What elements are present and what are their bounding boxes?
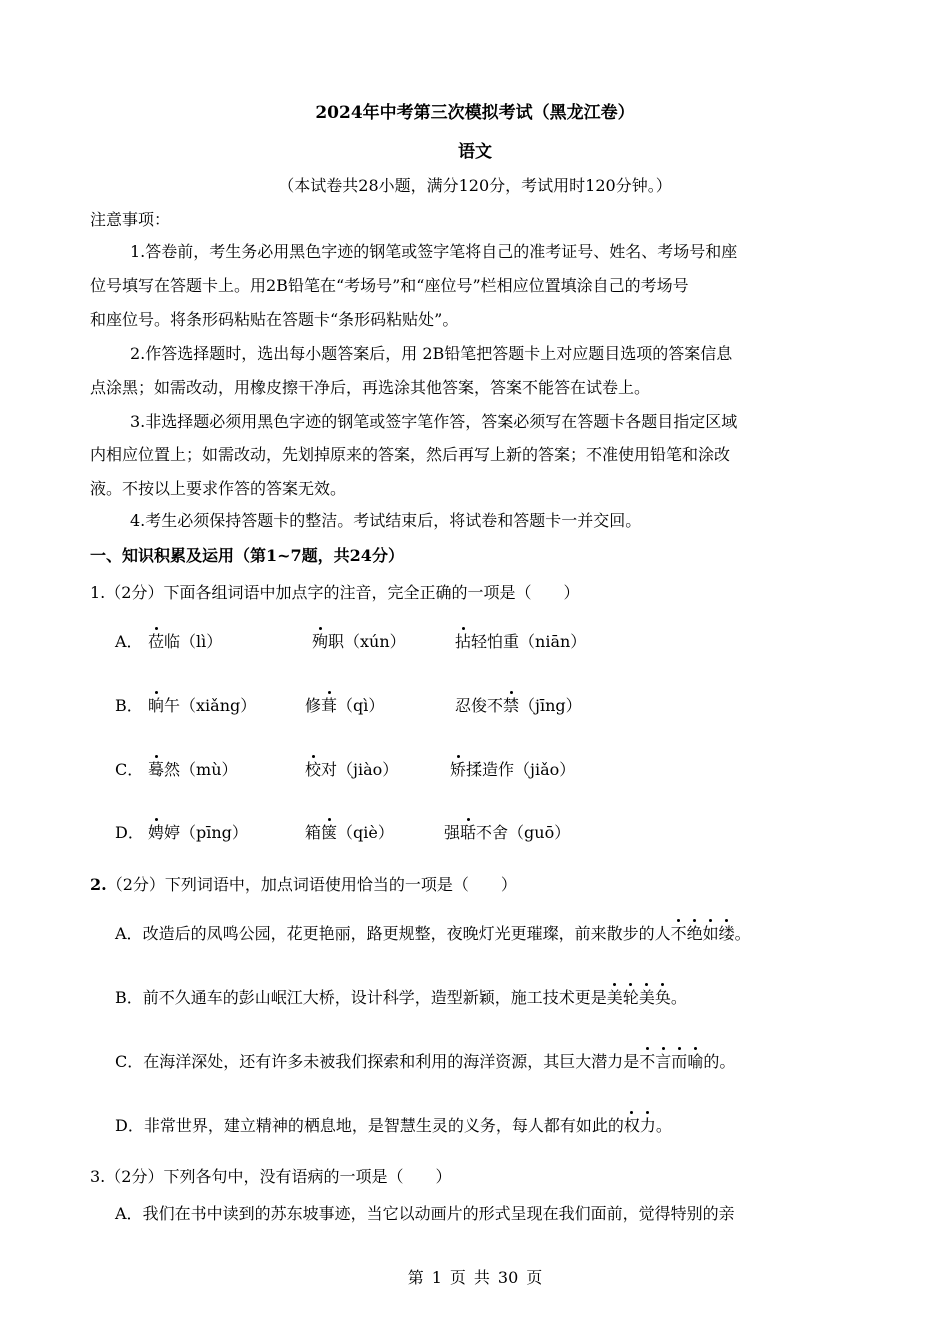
q1-option-a-label: A． xyxy=(115,632,143,651)
q1-option-c-word2: 校对（jiào） xyxy=(305,758,398,782)
question-2-stem: 2.（2分）下列词语中，加点词语使用恰当的一项是（ ） xyxy=(90,875,517,894)
question-1-stem: 1.（2分）下面各组词语中加点字的注音，完全正确的一项是（ ） xyxy=(90,583,580,602)
q1-option-b-word1: 晌午（xiǎng） xyxy=(148,694,256,718)
emphasis-char: 绝 xyxy=(687,922,703,946)
emphasis-char: 喻 xyxy=(687,1050,703,1074)
page-number: 1 xyxy=(431,1268,442,1287)
emphasis-char: 不 xyxy=(639,1050,655,1074)
q2-option-c: C．在海洋深处，还有许多未被我们探索和利用的海洋资源，其巨大潜力是不言而喻的。 xyxy=(115,1050,735,1074)
notice-line: 1.答卷前，考生务必用黑色字迹的钢笔或签字笔将自己的准考证号、姓名、考场号和座 xyxy=(130,242,738,261)
emphasis-char: 蓦 xyxy=(148,758,164,782)
emphasis-char: 而 xyxy=(671,1050,687,1074)
emphasis-char: 晌 xyxy=(148,694,164,718)
notice-line: 内相应位置上；如需改动，先划掉原来的答案，然后再写上新的答案；不准使用铅笔和涂改 xyxy=(90,445,731,464)
q2-option-d: D．非常世界，建立精神的栖息地，是智慧生灵的义务，每人都有如此的权力。 xyxy=(115,1114,672,1138)
emphasis-char: 莅 xyxy=(148,630,164,654)
emphasis-char: 箧 xyxy=(321,821,337,845)
notice-heading: 注意事项： xyxy=(90,210,171,229)
q1-option-d-label: D． xyxy=(115,823,144,842)
q1-option-c-word1: 蓦然（mù） xyxy=(148,758,238,782)
section-heading: 一、知识积累及运用（第1~7题，共24分） xyxy=(90,546,404,565)
emphasis-char: 聒 xyxy=(460,821,476,845)
q1-option-b-label: B． xyxy=(115,696,143,715)
exam-subtitle: （本试卷共28小题，满分120分，考试用时120分钟。） xyxy=(278,176,672,195)
emphasis-char: 美 xyxy=(639,986,655,1010)
q1-option-a-word1: 莅临（lì） xyxy=(148,630,222,654)
q1-option-b-word2: 修葺（qì） xyxy=(305,694,384,718)
emphasis-char: 缕 xyxy=(719,922,735,946)
emphasis-char: 娉 xyxy=(148,821,164,845)
emphasis-char: 矫 xyxy=(450,758,466,782)
question-3-stem: 3.（2分）下列各句中，没有语病的一项是（ ） xyxy=(90,1167,452,1186)
notice-line: 位号填写在答题卡上。用2B铅笔在“考场号”和“座位号”栏相应位置填涂自己的考场号 xyxy=(90,276,689,295)
emphasis-char: 美 xyxy=(607,986,623,1010)
emphasis-char: 葺 xyxy=(321,694,337,718)
emphasis-char: 奂 xyxy=(655,986,671,1010)
exam-title: 2024年中考第三次模拟考试（黑龙江卷） xyxy=(315,103,635,123)
q2-option-b: B．前不久通车的彭山岷江大桥，设计科学，造型新颖，施工技术更是美轮美奂。 xyxy=(115,986,687,1010)
notice-line: 3.非选择题必须用黑色字迹的钢笔或签字笔作答，答案必须写在答题卡各题目指定区域 xyxy=(130,412,738,431)
emphasis-char: 殉 xyxy=(312,630,328,654)
emphasis-char: 力 xyxy=(640,1114,656,1138)
notice-line: 4.考生必须保持答题卡的整洁。考试结束后，将试卷和答题卡一并交回。 xyxy=(130,511,642,530)
emphasis-char: 如 xyxy=(703,922,719,946)
subject-title: 语文 xyxy=(458,142,492,162)
q1-option-d-word2: 箱箧（qiè） xyxy=(305,821,394,845)
q1-option-c-word3: 矫揉造作（jiǎo） xyxy=(450,758,575,782)
emphasis-char: 禁 xyxy=(503,694,519,718)
page-total: 30 xyxy=(497,1268,519,1287)
q1-option-a-word3: 拈轻怕重（niān） xyxy=(455,630,586,654)
q1-option-b-word3: 忍俊不禁（jīng） xyxy=(455,694,582,718)
q3-option-a: A．我们在书中读到的苏东坡事迹，当它以动画片的形式呈现在我们面前，觉得特别的亲 xyxy=(115,1204,735,1223)
q1-option-d-word3: 强聒不舍（guō） xyxy=(444,821,570,845)
page-footer: 第 1 页 共 30 页 xyxy=(407,1268,543,1287)
notice-line: 液。不按以上要求作答的答案无效。 xyxy=(90,479,347,498)
notice-line: 和座位号。将条形码粘贴在答题卡“条形码粘贴处”。 xyxy=(90,310,459,329)
emphasis-char: 言 xyxy=(655,1050,671,1074)
q1-option-c-label: C． xyxy=(115,760,144,779)
emphasis-char: 权 xyxy=(624,1114,640,1138)
emphasis-char: 不 xyxy=(671,922,687,946)
notice-line: 点涂黑；如需改动，用橡皮擦干净后，再选涂其他答案，答案不能答在试卷上。 xyxy=(90,378,651,397)
emphasis-char: 拈 xyxy=(455,630,471,654)
emphasis-char: 校 xyxy=(305,758,321,782)
q2-option-a: A．改造后的凤鸣公园，花更艳丽，路更规整，夜晚灯光更璀璨，前来散步的人不绝如缕。 xyxy=(115,922,751,946)
emphasis-char: 轮 xyxy=(623,986,639,1010)
q1-option-a-word2: 殉职（xún） xyxy=(312,630,406,654)
notice-line: 2.作答选择题时，选出每小题答案后，用 2B铅笔把答题卡上对应题目选项的答案信息 xyxy=(130,344,733,363)
q1-option-d-word1: 娉婷（pīng） xyxy=(148,821,248,845)
